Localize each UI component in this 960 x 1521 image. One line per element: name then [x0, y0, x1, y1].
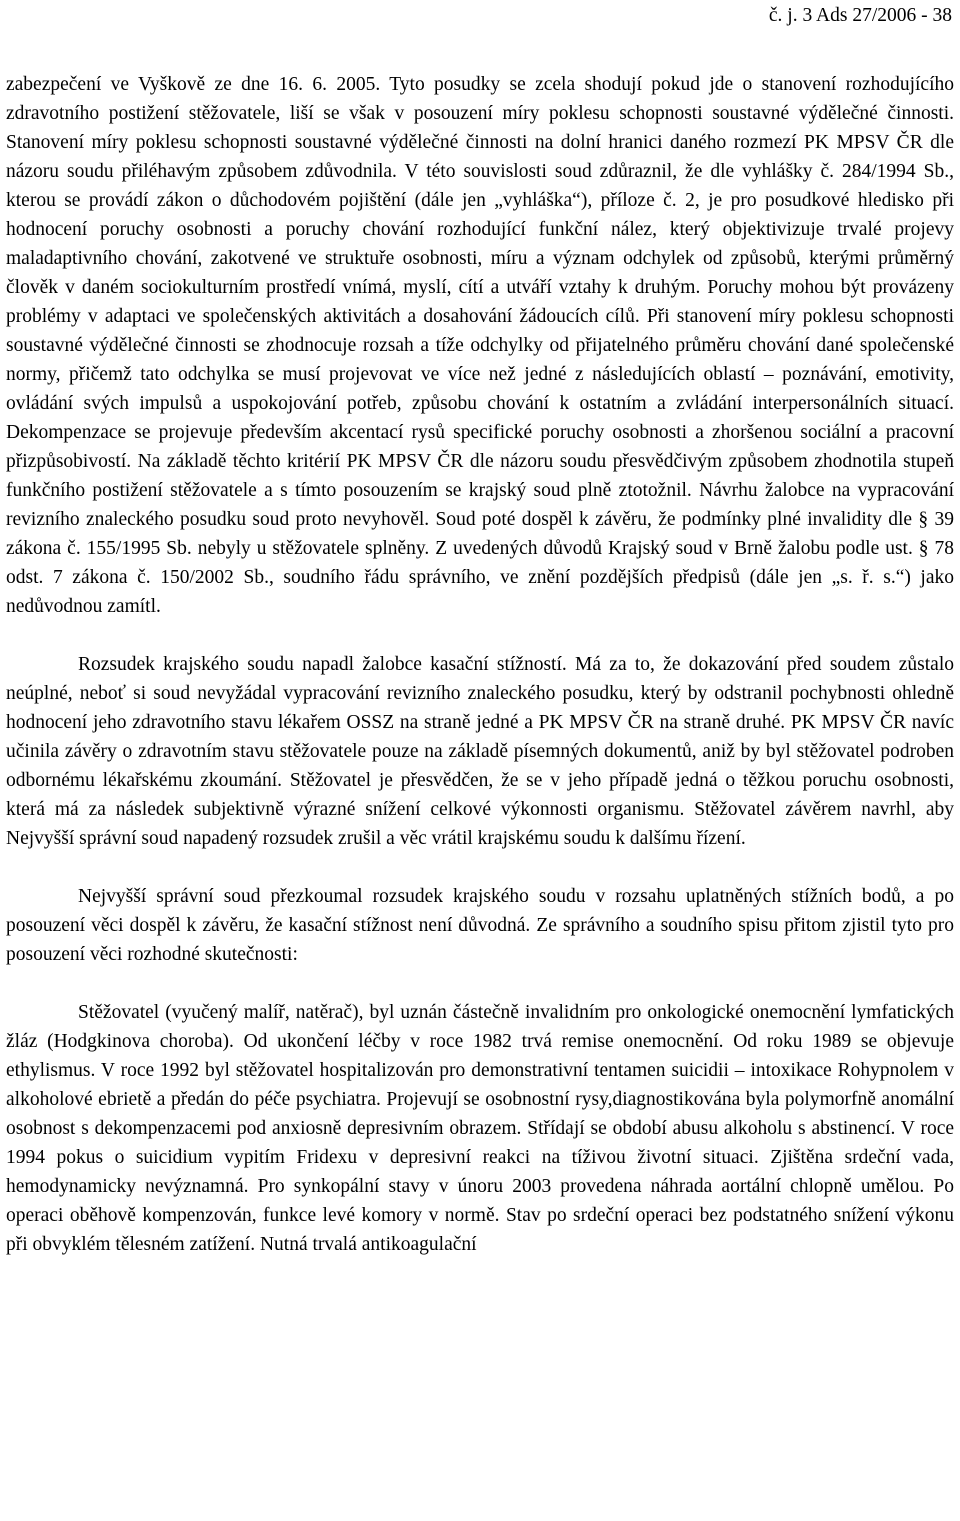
paragraph-facts: Stěžovatel (vyučený malíř, natěrač), byl uznán částečně invalidním pro onkologické onemocnění lymfatických žláz (Hodgkinova choroba). Od ukončení léčby v roce 1982 trvá remise onemocnění. Od roku 1989 se objevuje ethylismus. V roce 1992 byl stěžovatel hospitalizován pro demonstrativní tentamen suicidii – intoxikace Rohypnolem v alkoholové ebrietě a předán do péče psychiatra. Projevují se osobnostní rysy,diagnostikována byla polymorfně anomální osobnost s dekompenzacemi pod anxiosně depresivním obrazem. Střídají se období abusu alkoholu s abstinencí. V roce 1994 pokus o suicidium vypitím Fridexu v depresivní reakci na tíživou životní situaci. Zjištěna srdeční vada, hemodynamicky nevýznamná. Pro synkopální stavy v únoru 2003 provedena náhrada aortální chlopně umělou. Po operaci oběhově kompenzován, funkce levé komory v normě. Stav po srdeční operaci bez podstatného snížení výkonu při obvyklém tělesném zatížení. Nutná trvalá antikoagulační	[6, 1002, 954, 1255]
paragraph-continuation: zabezpečení ve Vyškově ze dne 16. 6. 2005. Tyto posudky se zcela shodují pokud jde o stanovení rozhodujícího zdravotního postižení stěžovatele, liší se však v posouzení míry poklesu schopnosti soustavné výdělečné činnosti. Stanovení míry poklesu schopnosti soustavné výdělečné činnosti na dolní hranici daného rozmezí PK MPSV ČR dle názoru soudu přiléhavým způsobem zdůvodnila. V této souvislosti soud zdůraznil, že dle vyhlášky č. 284/1994 Sb., kterou se provádí zákon o důchodovém pojištění (dále jen „vyhláška“), příloze č. 2, je pro posudkové hledisko při hodnocení poruchy osobnosti a poruchy chování rozhodující funkční nález, který objektivizuje trvalé projevy maladaptivního chování, zakotvené ve struktuře osobnosti, míru a význam odchylek od způsobů, kterými průměrný člověk v daném sociokulturním prostředí vnímá, myslí, cítí a utváří vztahy k druhým. Poruchy mohou být provázeny problémy v adaptaci ve společenských aktivitách a dosahování žádoucích cílů. Při stanovení míry poklesu schopnosti soustavné výdělečné činnosti se zhodnocuje rozsah a tíže odchylky od přijatelného průměru chování dané společenské normy, přičemž tato odchylka se musí projevovat ve více než jedné z následujících oblastí – poznávání, emotivity, ovládání svých impulsů a uspokojování potřeb, způsobu chování k ostatním a zvládání interpersonálních situací. Dekompenzace se projevuje především akcentací rysů specifické poruchy osobnosti a zhoršenou sociální a pracovní přizpůsobivostí. Na základě těchto kritérií PK MPSV ČR dle názoru soudu přesvědčivým způsobem zhodnotila stupeň funkčního postižení stěžovatele a s tímto posouzením se krajský soud plně ztotožnil. Návrhu žalobce na vypracování revizního znaleckého posudku soud proto nevyhověl. Soud poté dospěl k závěru, že podmínky plné invalidity dle § 39 zákona č. 155/1995 Sb. nebyly u stěžovatele splněny. Z uvedených důvodů Krajský soud v Brně žalobu podle ust. § 78 odst. 7 zákona č. 150/2002 Sb., soudního řádu správního, ve znění pozdějších předpisů (dále jen „s. ř. s.“) jako nedůvodnou zamítl.	[6, 74, 954, 617]
document-body	[6, 70, 954, 1259]
paragraph-court-review: Nejvyšší správní soud přezkoumal rozsudek krajského soudu v rozsahu uplatněných stížních bodů, a po posouzení věci dospěl k závěru, že kasační stížnost není důvodná. Ze správního a soudního spisu přitom zjistil tyto pro posouzení věci rozhodné skutečnosti:	[6, 886, 954, 965]
paragraph-cassation-complaint: Rozsudek krajského soudu napadl žalobce kasační stížností. Má za to, že dokazování před soudem zůstalo neúplné, neboť si soud nevyžádal vypracování revizního znaleckého posudku, který by odstranil pochybnosti ohledně hodnocení jeho zdravotního stavu lékařem OSSZ na straně jedné a PK MPSV ČR na straně druhé. PK MPSV ČR navíc učinila závěry o zdravotním stavu stěžovatele pouze na základě písemných dokumentů, aniž by byl stěžovatel podroben odbornému lékařskému zkoumání. Stěžovatel je přesvědčen, že se v jeho případě jedná o těžkou poruchu osobnosti, která má za následek subjektivně výrazné snížení celkové výkonnosti organismu. Stěžovatel závěrem navrhl, aby Nejvyšší správní soud napadený rozsudek zrušil a věc vrátil krajskému soudu k dalšímu řízení.	[6, 654, 954, 849]
case-reference-header: č. j. 3 Ads 27/2006 - 38	[768, 5, 952, 26]
